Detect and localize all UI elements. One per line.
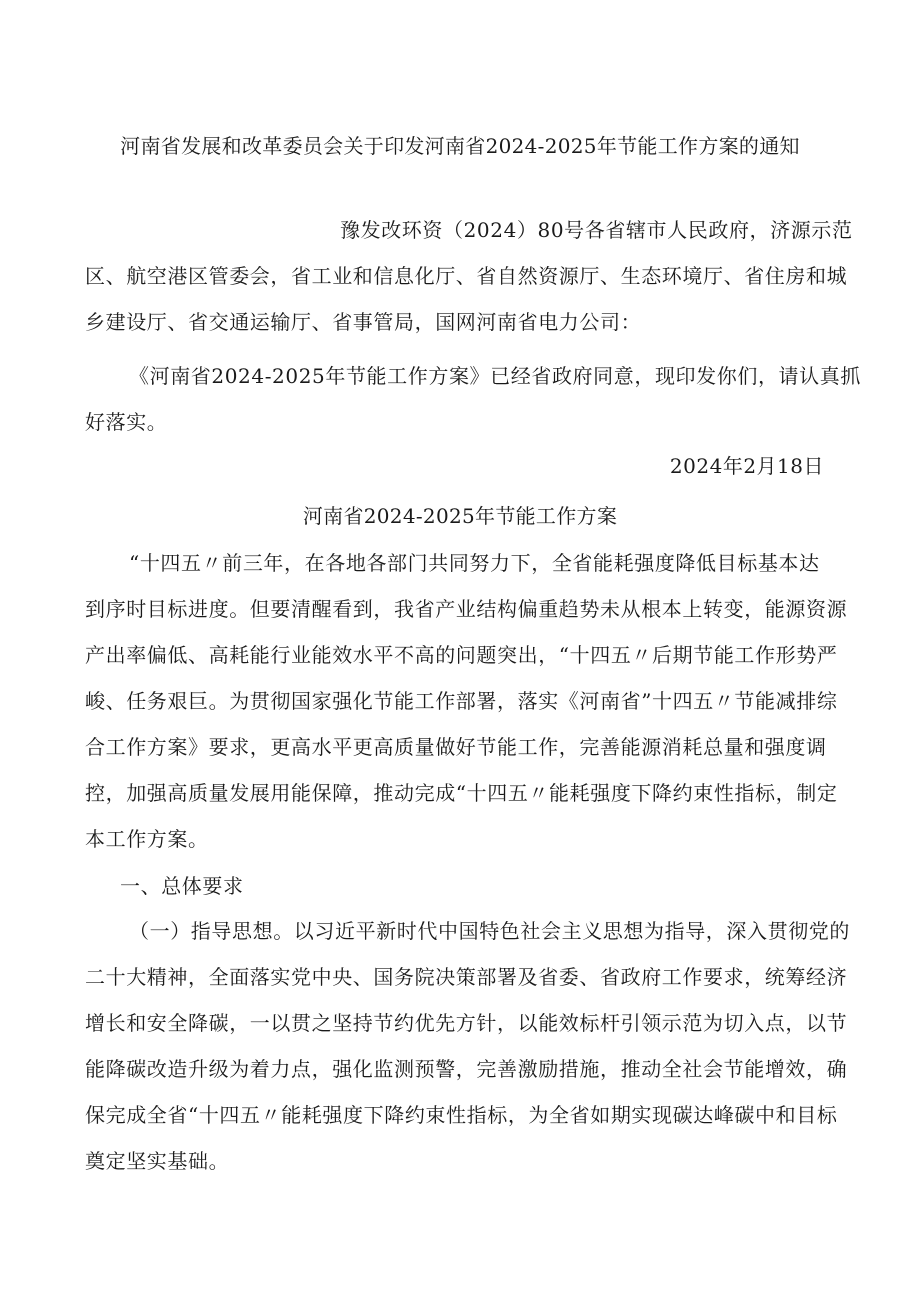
paragraph-line: 本工作方案。	[85, 827, 209, 851]
paragraph-line: 《河南省2024-2025年节能工作方案》已经省政府同意，现印发你们，请认真抓	[129, 364, 861, 388]
recipients-line: 乡建设厅、省交通运输厅、省事管局，国网河南省电力公司：	[85, 310, 642, 334]
paragraph-line: 好落实。	[85, 410, 168, 434]
paragraph-line: 能降碳改造升级为着力点，强化监测预警，完善激励措施，推动全社会节能增效，确	[85, 1057, 848, 1081]
paragraph-line: 合工作方案》要求，更高水平更高质量做好节能工作，完善能源消耗总量和强度调	[85, 735, 827, 759]
paragraph-line: 增长和安全降碳，一以贯之坚持节约优先方针，以能效标杆引领示范为切入点，以节	[85, 1011, 848, 1035]
paragraph-line: （一）指导思想。以习近平新时代中国特色社会主义思想为指导，深入贯彻党的	[129, 919, 850, 943]
paragraph-line: 保完成全省“十四五〃能耗强度下降约束性指标，为全省如期实现碳达峰碳中和目标	[85, 1103, 838, 1127]
recipients-line: 豫发改环资（2024）80号各省辖市人民政府，济源示范	[340, 218, 853, 242]
notice-paragraph	[85, 353, 861, 445]
notice-title: 河南省发展和改革委员会关于印发河南省2024-2025年节能工作方案的通知	[120, 134, 800, 158]
paragraph-line: 到序时目标进度。但要清醒看到，我省产业结构偏重趋势未从根本上转变，能源资源	[85, 597, 848, 621]
paragraph-line: 峻、任务艰巨。为贯彻国家强化节能工作部署，落实《河南省”十四五〃节能减排综	[85, 689, 838, 713]
paragraph-line: 控，加强高质量发展用能保障，推动完成“十四五〃能耗强度下降约束性指标，制定	[85, 781, 838, 805]
recipients-line: 区、航空港区管委会，省工业和信息化厅、省自然资源厅、生态环境厅、省住房和城	[85, 264, 848, 288]
section-heading: 一、总体要求	[120, 874, 244, 898]
paragraph-line: 产出率偏低、高耗能行业能效水平不高的问题突出，“十四五〃后期节能工作形势严	[85, 643, 838, 667]
paragraph-line: 奠定坚实基础。	[85, 1149, 230, 1173]
document-number-and-recipients	[85, 207, 853, 345]
paragraph-line: 二十大精神，全面落实党中央、国务院决策部署及省委、省政府工作要求，统筹经济	[85, 965, 848, 989]
intro-paragraph	[85, 540, 848, 862]
plan-title: 河南省2024-2025年节能工作方案	[302, 504, 618, 528]
guiding-ideology-paragraph	[85, 908, 850, 1184]
issue-date: 2024年2月18日	[669, 454, 824, 478]
paragraph-line: “十四五〃前三年，在各地各部门共同努力下，全省能耗强度降低目标基本达	[129, 551, 820, 575]
